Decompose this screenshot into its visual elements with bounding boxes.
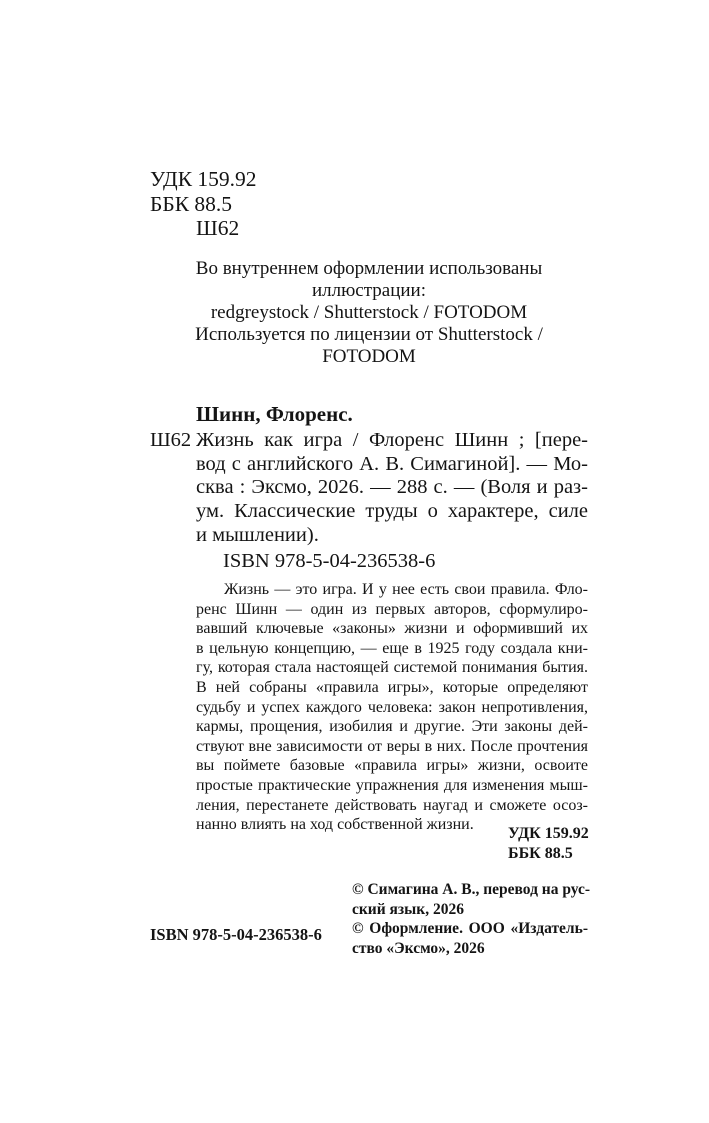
annotation-line: гу, которая стала настоящей системой понимания бытия. [196, 659, 588, 677]
copyright-line: ский язык, 2026 [352, 900, 464, 918]
annotation-line: нанно влиять на ход собственной жизни. [196, 816, 474, 834]
annotation-line: вавший ключевые «законы» жизни и оформивший их [196, 620, 588, 638]
annotation-line: Жизнь — это игра. И у нее есть свои правила. Фло- [224, 581, 588, 598]
annotation-line: простые практические упражнения для изменения мыш- [196, 776, 588, 794]
note-line: Во внутреннем оформлении использованы [195, 258, 543, 279]
footer-udk: УДК 159.92 [508, 825, 589, 842]
bib-line: Жизнь как игра / Флоренс Шинн ; [пере- [196, 429, 588, 451]
copyright-line: ство «Эксмо», 2026 [352, 939, 485, 957]
note-line: иллюстрации: [311, 280, 426, 301]
bbk-code: ББК 88.5 [150, 192, 233, 216]
bib-description [196, 429, 588, 548]
annotation-line: вы поймете базовые «правила игры» жизни, освоите [196, 757, 588, 775]
bib-line: сква : Эксмо, 2026. — 288 с. — (Воля и раз- [196, 476, 588, 499]
author-sign-code: Ш62 [196, 216, 240, 240]
bib-isbn: ISBN 978-5-04-236538-6 [223, 550, 436, 572]
footer-bbk: ББК 88.5 [508, 845, 573, 862]
annotation-line: ствуют вне зависимости от веры в них. После прочтения [196, 737, 588, 755]
annotation-line: судьбу и успех каждого человека: закон непротивления, [196, 698, 588, 716]
bib-line: ум. Классические труды о характере, силе [196, 500, 588, 523]
udk-code: УДК 159.92 [150, 167, 257, 191]
bib-code: Ш62 [150, 429, 192, 451]
note-line: Используется по лицензии от Shutterstock / [195, 324, 543, 345]
annotation-line: ренс Шинн — один из первых авторов, сформулиро- [196, 600, 588, 618]
annotation-line: кармы, прощения, изобилия и другие. Эти законы дей- [196, 718, 588, 736]
illustration-note [150, 258, 588, 368]
note-line: redgreystock / Shutterstock / FOTODOM [210, 302, 528, 323]
footer-classification [508, 824, 589, 864]
annotation-line: ления, перестанете действовать наугад и сможете осоз- [196, 796, 588, 814]
bib-author: Шинн, Флоренс. [196, 402, 353, 426]
footer-isbn: ISBN 978-5-04-236538-6 [150, 925, 322, 944]
note-line: FOTODOM [322, 346, 416, 367]
copyright-block [352, 880, 591, 958]
copyright-line: © Оформление. ООО «Издатель- [352, 920, 588, 937]
bib-line: и мышлении). [196, 523, 319, 546]
annotation-line: в цельную концепцию, — еще в 1925 году создала кни- [196, 639, 588, 657]
annotation [196, 580, 588, 835]
bib-line: вод с английского А. В. Симагиной]. — Мо- [196, 452, 588, 475]
copyright-line: © Симагина А. В., перевод на рус- [352, 881, 591, 898]
annotation-line: В ней собраны «правила игры», которые определяют [196, 678, 588, 696]
